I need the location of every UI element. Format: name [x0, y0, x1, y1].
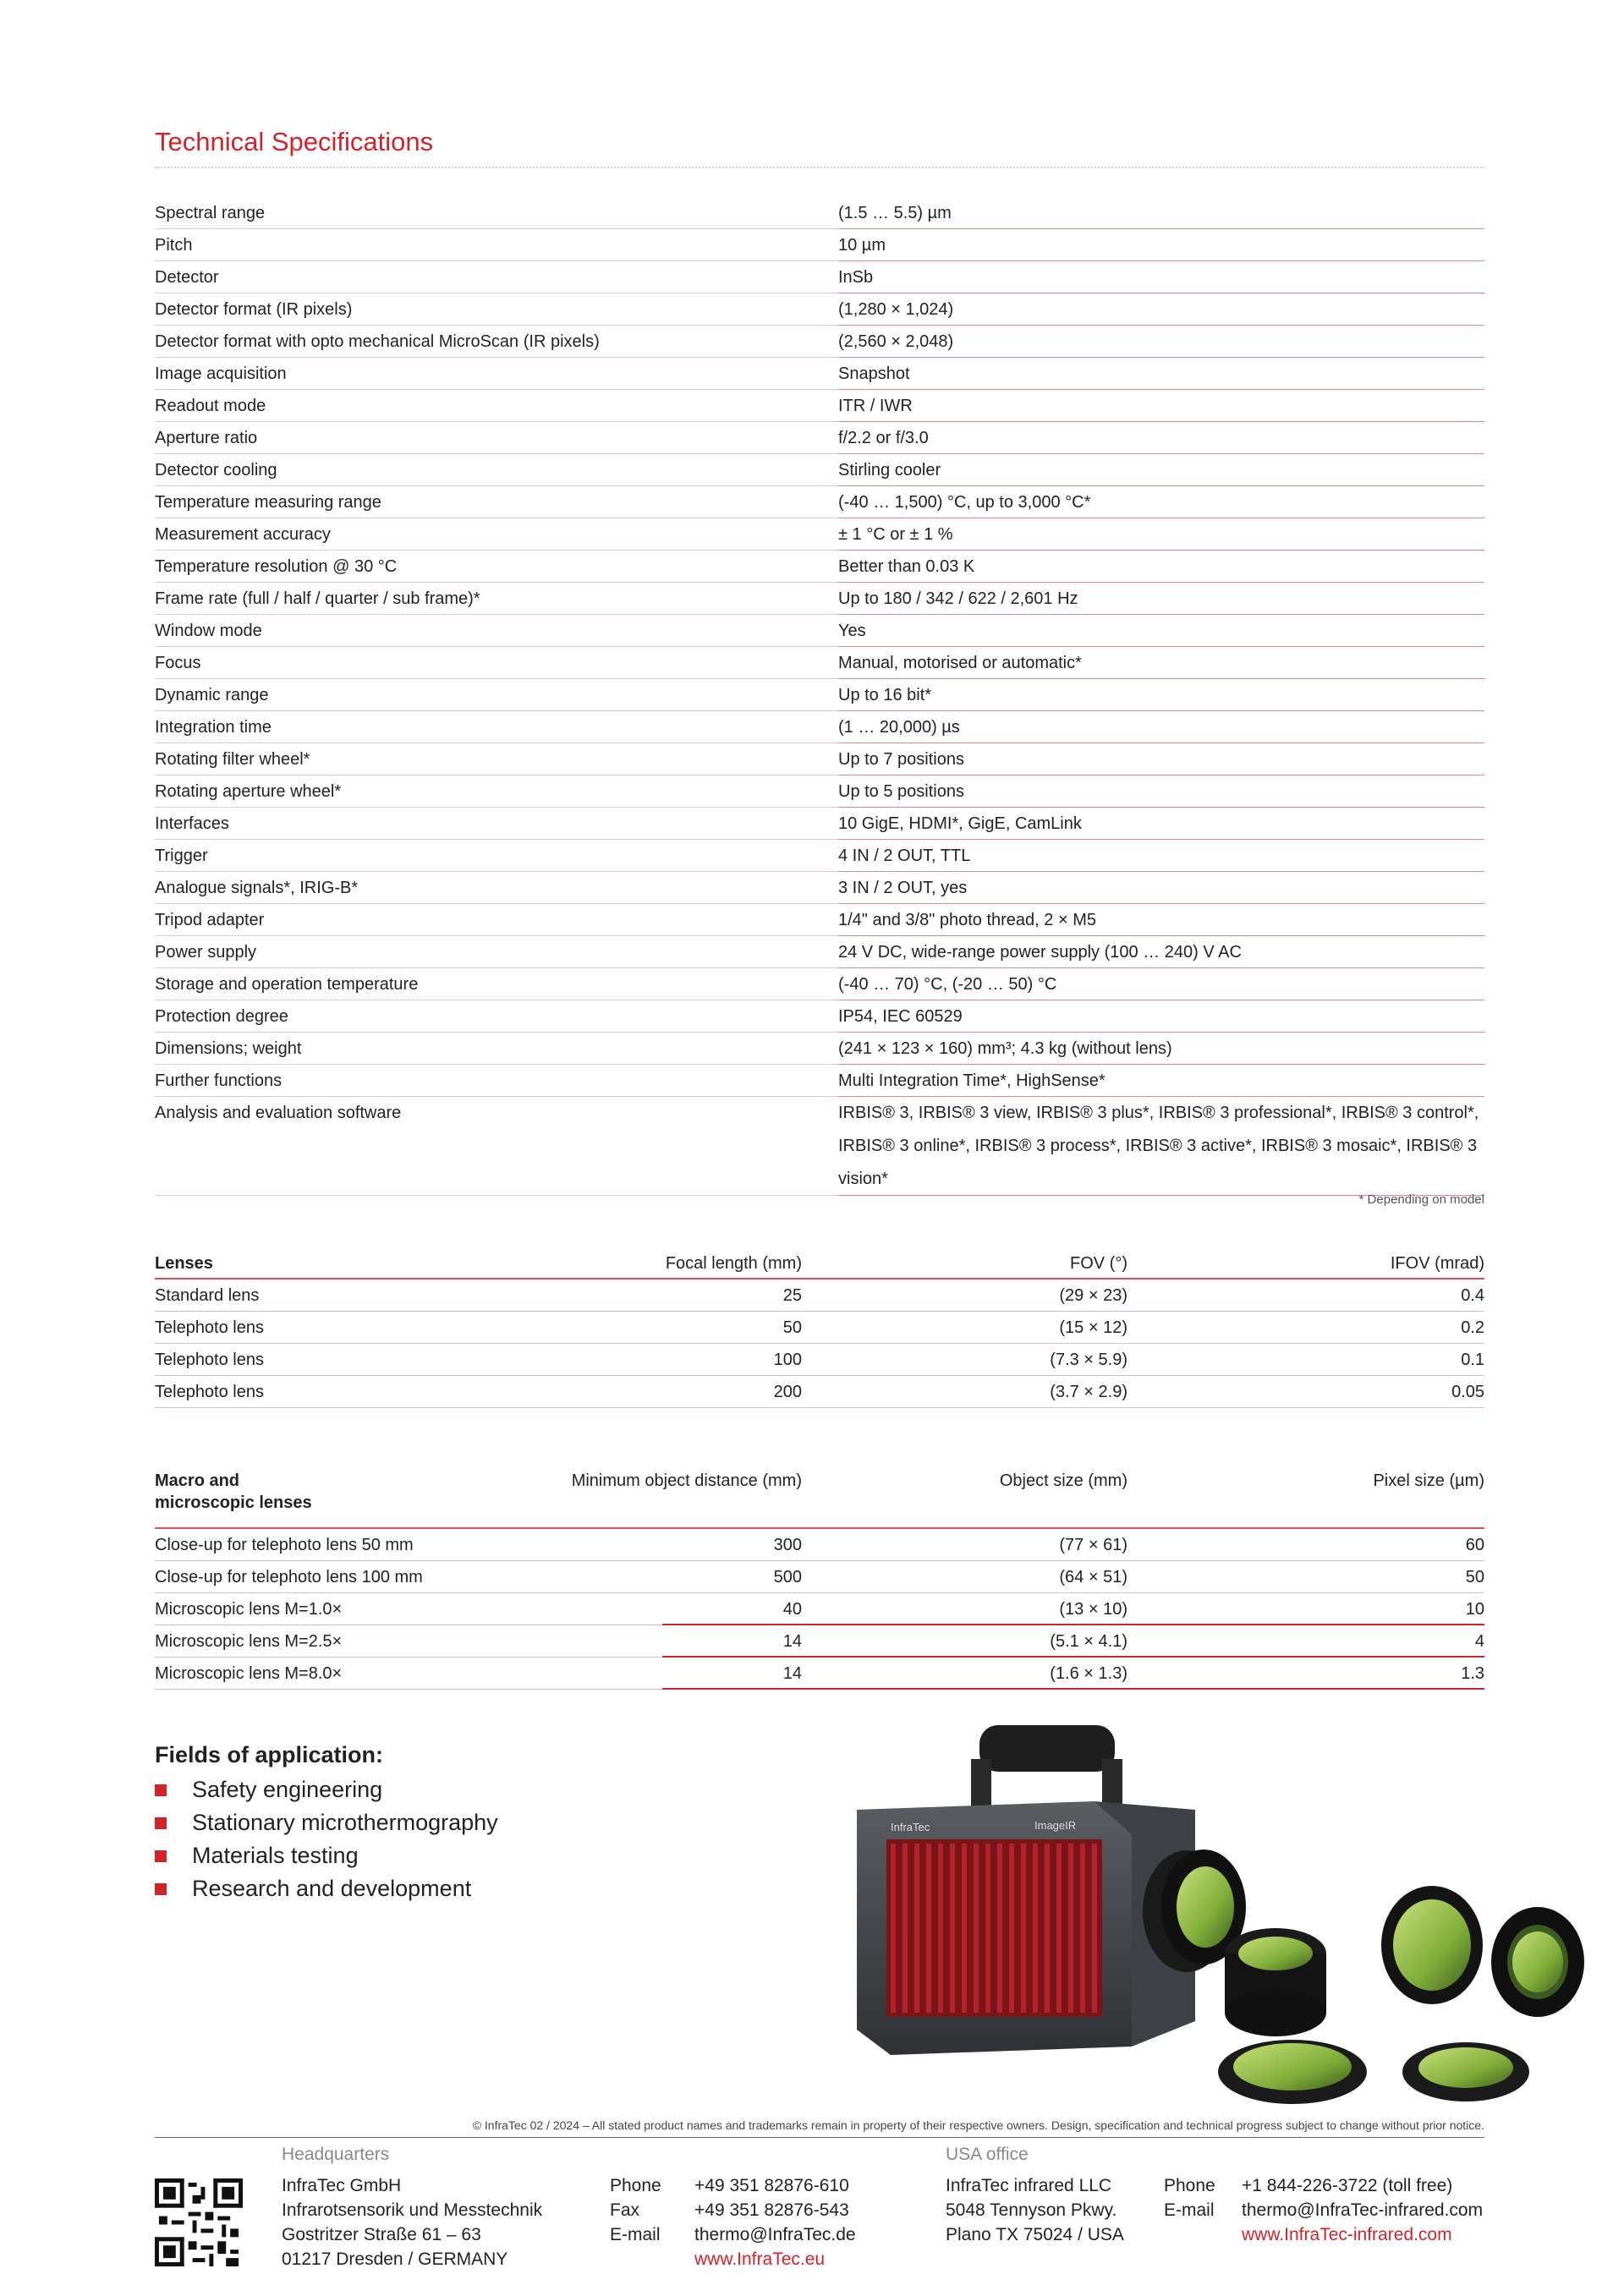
- spec-row: [155, 711, 1484, 743]
- hq-label: Phone: [610, 2176, 661, 2195]
- lens-fov: (3.7 × 2.9): [1050, 1382, 1127, 1401]
- spec-value: 4 IN / 2 OUT, TTL: [838, 846, 971, 865]
- spec-value: Up to 7 positions: [838, 749, 964, 769]
- spec-label: Focus: [155, 653, 201, 672]
- lens-name: Telephoto lens: [155, 1350, 264, 1369]
- lens-name: Telephoto lens: [155, 1382, 264, 1401]
- macro-pixel-size: 10: [1465, 1599, 1484, 1619]
- spec-value: 10 GigE, HDMI*, GigE, CamLink: [838, 814, 1082, 833]
- spec-row: [155, 518, 1484, 551]
- spec-row: [155, 326, 1484, 358]
- hq-website-link[interactable]: www.InfraTec.eu: [694, 2249, 826, 2269]
- hq-line: Infrarotsensorik und Messtechnik: [282, 2200, 543, 2220]
- lens-accessories: [1218, 1886, 1584, 2104]
- fields-title: Fields of application:: [155, 1742, 384, 1767]
- us-label: E-mail: [1164, 2200, 1215, 2220]
- spec-row: [155, 775, 1484, 808]
- macro-row: [155, 1561, 1484, 1593]
- macro-lens-name: Close-up for telephoto lens 50 mm: [155, 1535, 414, 1554]
- hq-label: E-mail: [610, 2225, 661, 2244]
- spec-value: InSb: [838, 267, 874, 287]
- lens-fov: (15 × 12): [1059, 1318, 1127, 1337]
- lenses-header: [155, 1247, 1484, 1280]
- bullet-square-icon: [155, 1883, 167, 1895]
- footer-divider: [155, 2137, 1484, 2138]
- spec-label: Window mode: [155, 621, 262, 640]
- spec-row: [155, 358, 1484, 390]
- row-rule: [155, 1407, 1484, 1408]
- spec-value: (-40 … 70) °C, (-20 … 50) °C: [838, 974, 1057, 994]
- macro-header-line: microscopic lenses: [155, 1493, 312, 1512]
- spec-label: Temperature measuring range: [155, 492, 381, 512]
- spec-label: Analogue signals*, IRIG-B*: [155, 878, 359, 897]
- macro-object-size: (13 × 10): [1059, 1599, 1127, 1619]
- spec-label: Integration time: [155, 717, 272, 737]
- spec-label: Frame rate (full / half / quarter / sub frame)*: [155, 589, 480, 608]
- macro-header-col: [155, 1470, 510, 1514]
- spec-label: Temperature resolution @ 30 °C: [155, 556, 398, 576]
- camera-brand-label: InfraTec: [891, 1821, 930, 1833]
- spec-value: ± 1 °C or ± 1 %: [838, 524, 953, 544]
- spec-label: Power supply: [155, 942, 257, 962]
- spec-value: Stirling cooler: [838, 460, 941, 479]
- spec-value: 3 IN / 2 OUT, yes: [838, 878, 968, 897]
- macro-header-line: Macro and: [155, 1471, 240, 1490]
- spec-label: Measurement accuracy: [155, 524, 331, 544]
- macro-row: [155, 1625, 1484, 1658]
- us-phone[interactable]: +1 844-226-3722 (toll free): [1242, 2176, 1453, 2195]
- us-line: Plano TX 75024 / USA: [946, 2225, 1124, 2244]
- macro-header: [155, 1470, 1484, 1529]
- macro-header-col: Minimum object distance (mm): [571, 1471, 802, 1490]
- spec-row: [155, 486, 1484, 518]
- lens-fov: (29 × 23): [1059, 1285, 1127, 1305]
- hq-line: 01217 Dresden / GERMANY: [282, 2249, 508, 2269]
- field-item: [155, 1872, 498, 1905]
- lenses-header-col: Focal length (mm): [665, 1253, 802, 1273]
- us-email-link[interactable]: thermo@InfraTec-infrared.com: [1242, 2200, 1484, 2220]
- hq-label: Fax: [610, 2200, 640, 2220]
- macro-min-distance: 40: [782, 1599, 802, 1619]
- lens-row: [155, 1280, 1484, 1312]
- bullet-square-icon: [155, 1817, 167, 1829]
- lens-name: Telephoto lens: [155, 1318, 264, 1337]
- lens-focal-length: 25: [782, 1285, 802, 1305]
- title-divider: [155, 167, 1484, 168]
- spec-row: [155, 872, 1484, 904]
- row-rule: [662, 1688, 1484, 1690]
- spec-label: Readout mode: [155, 396, 266, 415]
- hq-phone[interactable]: +49 351 82876-610: [694, 2176, 849, 2195]
- macro-min-distance: 14: [782, 1631, 802, 1651]
- spec-label: Rotating aperture wheel*: [155, 781, 342, 801]
- spec-value: Manual, motorised or automatic*: [838, 653, 1082, 672]
- spec-value: Up to 180 / 342 / 622 / 2,601 Hz: [838, 589, 1078, 608]
- macro-header-col: Object size (mm): [999, 1471, 1127, 1490]
- macro-pixel-size: 1.3: [1461, 1663, 1484, 1683]
- spec-row: [155, 390, 1484, 422]
- camera-handle: [979, 1725, 1115, 1772]
- spec-value: (-40 … 1,500) °C, up to 3,000 °C*: [838, 492, 1091, 512]
- us-label: Phone: [1164, 2176, 1215, 2195]
- spec-row: [155, 1065, 1484, 1097]
- spec-value: (241 × 123 × 160) mm³; 4.3 kg (without lens): [838, 1038, 1172, 1058]
- lens-ifov: 0.05: [1451, 1382, 1484, 1401]
- macro-lens-name: Microscopic lens M=2.5×: [155, 1631, 343, 1651]
- macro-header-col: Pixel size (µm): [1373, 1471, 1484, 1490]
- footnote: * Depending on model: [1358, 1192, 1484, 1207]
- software-line: IRBIS® 3 online*, IRBIS® 3 process*, IRBIS® 3 active*, IRBIS® 3 mosaic*, IRBIS® 3 vision*: [838, 1137, 1478, 1188]
- spec-row: [155, 840, 1484, 872]
- spec-label: Detector cooling: [155, 460, 277, 479]
- lens-row: [155, 1312, 1484, 1344]
- hq-email-link[interactable]: thermo@InfraTec.de: [694, 2225, 856, 2244]
- lenses-header-col: IFOV (mrad): [1390, 1253, 1484, 1273]
- camera-product-image: [840, 1717, 1624, 2114]
- us-line: 5048 Tennyson Pkwy.: [946, 2200, 1117, 2220]
- spec-value: 10 µm: [838, 235, 886, 255]
- hq-line: Gostritzer Straße 61 – 63: [282, 2225, 481, 2244]
- spec-label: Analysis and evaluation software: [155, 1104, 402, 1122]
- lenses-header-col: Lenses: [155, 1253, 213, 1273]
- lens-focal-length: 50: [782, 1318, 802, 1337]
- spec-value: Snapshot: [838, 364, 910, 383]
- spec-row: [155, 229, 1484, 261]
- spec-row: [155, 261, 1484, 293]
- spec-row: [155, 647, 1484, 679]
- spec-label: Detector format with opto mechanical MicroScan (IR pixels): [155, 332, 600, 351]
- us-line: InfraTec infrared LLC: [946, 2176, 1112, 2195]
- spec-label: Interfaces: [155, 814, 229, 833]
- lens-focal-length: 100: [773, 1350, 802, 1369]
- hq-fax: +49 351 82876-543: [694, 2200, 849, 2220]
- spec-label: Aperture ratio: [155, 428, 258, 447]
- spec-label: Trigger: [155, 846, 208, 865]
- us-contact-labels: [1164, 2173, 1215, 2222]
- lens-row: [155, 1376, 1484, 1408]
- field-item-label: Research and development: [192, 1876, 472, 1901]
- macro-min-distance: 14: [782, 1663, 802, 1683]
- spec-row: [155, 615, 1484, 647]
- lens-fov: (7.3 × 5.9): [1050, 1350, 1127, 1369]
- spec-row: [155, 968, 1484, 1000]
- spec-row: [155, 1000, 1484, 1033]
- spec-label: Tripod adapter: [155, 910, 265, 929]
- lenses-table: [155, 1247, 1484, 1408]
- macro-object-size: (64 × 51): [1059, 1567, 1127, 1586]
- lens-ifov: 0.2: [1461, 1318, 1484, 1337]
- spec-value: [838, 1097, 1484, 1196]
- spec-value: f/2.2 or f/3.0: [838, 428, 929, 447]
- spec-value: IP54, IEC 60529: [838, 1006, 963, 1026]
- spec-label: Dynamic range: [155, 685, 269, 704]
- macro-lenses-table: [155, 1470, 1484, 1690]
- spec-value: Up to 16 bit*: [838, 685, 932, 704]
- spec-value: Multi Integration Time*, HighSense*: [838, 1071, 1106, 1090]
- spec-label: Protection degree: [155, 1006, 288, 1026]
- macro-object-size: (1.6 × 1.3): [1050, 1663, 1127, 1683]
- spec-value: 24 V DC, wide-range power supply (100 … 240) V AC: [838, 942, 1242, 962]
- spec-row: [155, 551, 1484, 583]
- spec-value: (1 … 20,000) µs: [838, 717, 960, 737]
- spec-label: Rotating filter wheel*: [155, 749, 310, 769]
- macro-object-size: (77 × 61): [1059, 1535, 1127, 1554]
- spec-row: [155, 808, 1484, 840]
- spec-row: [155, 904, 1484, 936]
- spec-row: [155, 454, 1484, 486]
- spec-label: Image acquisition: [155, 364, 287, 383]
- us-title: USA office: [946, 2145, 1029, 2164]
- field-item: [155, 1806, 498, 1839]
- bullet-square-icon: [155, 1784, 167, 1796]
- spec-row: [155, 936, 1484, 968]
- macro-min-distance: 500: [773, 1567, 802, 1586]
- camera-model-label: ImageIR: [1034, 1819, 1077, 1832]
- software-line: IRBIS® 3, IRBIS® 3 view, IRBIS® 3 plus*, IRBIS® 3 professional*, IRBIS® 3 control*,: [838, 1104, 1479, 1122]
- spec-table: [155, 197, 1484, 1196]
- lens-name: Standard lens: [155, 1285, 260, 1305]
- spec-label: Pitch: [155, 235, 193, 255]
- spec-label: Further functions: [155, 1071, 283, 1090]
- us-contact-values: [1242, 2173, 1483, 2247]
- macro-lens-name: Close-up for telephoto lens 100 mm: [155, 1567, 423, 1586]
- macro-pixel-size: 4: [1474, 1631, 1484, 1651]
- spec-row: [155, 743, 1484, 775]
- bullet-square-icon: [155, 1850, 167, 1862]
- spec-value: (1.5 … 5.5) µm: [838, 203, 952, 222]
- copyright-note: © InfraTec 02 / 2024 – All stated product names and trademarks remain in property of their respective owners. Design, specification and technical progress subject to change without prior notice.: [472, 2118, 1484, 2132]
- page-title: Technical Specifications: [155, 127, 434, 156]
- lenses-header-col: FOV (°): [1070, 1253, 1127, 1273]
- macro-lens-name: Microscopic lens M=1.0×: [155, 1599, 343, 1619]
- hq-line: InfraTec GmbH: [282, 2176, 402, 2195]
- fields-of-application: [155, 1742, 498, 1905]
- macro-row: [155, 1658, 1484, 1690]
- spec-label: Dimensions; weight: [155, 1038, 302, 1058]
- spec-row: [155, 422, 1484, 454]
- camera-heatsink: [886, 1839, 1102, 2017]
- hq-contact-values: [694, 2173, 856, 2271]
- macro-row: [155, 1593, 1484, 1625]
- macro-pixel-size: 50: [1465, 1567, 1484, 1586]
- macro-row: [155, 1529, 1484, 1561]
- spec-value: (1,280 × 1,024): [838, 299, 954, 319]
- macro-min-distance: 300: [773, 1535, 802, 1554]
- field-item-label: Stationary microthermography: [192, 1810, 498, 1835]
- lens-row: [155, 1344, 1484, 1376]
- spec-row: [155, 1033, 1484, 1065]
- lens-ifov: 0.1: [1461, 1350, 1484, 1369]
- spec-value: Better than 0.03 K: [838, 556, 975, 576]
- macro-object-size: (5.1 × 4.1): [1050, 1631, 1127, 1651]
- spec-value: Yes: [838, 621, 866, 640]
- spec-label: Detector format (IR pixels): [155, 299, 353, 319]
- macro-pixel-size: 60: [1465, 1535, 1484, 1554]
- field-item-label: Materials testing: [192, 1843, 359, 1868]
- spec-value: ITR / IWR: [838, 396, 913, 415]
- row-rule: [155, 1195, 838, 1196]
- spec-value: 1/4" and 3/8" photo thread, 2 × M5: [838, 910, 1096, 929]
- spec-label: Detector: [155, 267, 219, 287]
- field-item-label: Safety engineering: [192, 1777, 383, 1802]
- spec-value: Up to 5 positions: [838, 781, 964, 801]
- qr-code: [155, 2178, 243, 2266]
- hq-address: [282, 2173, 542, 2271]
- field-item: [155, 1773, 498, 1806]
- field-item: [155, 1839, 498, 1872]
- spec-row: [155, 583, 1484, 615]
- lens-focal-length: 200: [773, 1382, 802, 1401]
- hq-contact-labels: [610, 2173, 661, 2247]
- us-website-link[interactable]: www.InfraTec-infrared.com: [1242, 2225, 1452, 2244]
- lens-ifov: 0.4: [1461, 1285, 1484, 1305]
- hq-title: Headquarters: [282, 2145, 390, 2164]
- fields-list: [155, 1773, 498, 1905]
- spec-label: Storage and operation temperature: [155, 974, 419, 994]
- spec-value: (2,560 × 2,048): [838, 332, 954, 351]
- spec-row-software: [155, 1097, 1484, 1196]
- spec-row: [155, 293, 1484, 326]
- spec-row: [155, 679, 1484, 711]
- spec-row: [155, 197, 1484, 229]
- macro-lens-name: Microscopic lens M=8.0×: [155, 1663, 343, 1683]
- us-address: [946, 2173, 1124, 2247]
- spec-label: Spectral range: [155, 203, 266, 222]
